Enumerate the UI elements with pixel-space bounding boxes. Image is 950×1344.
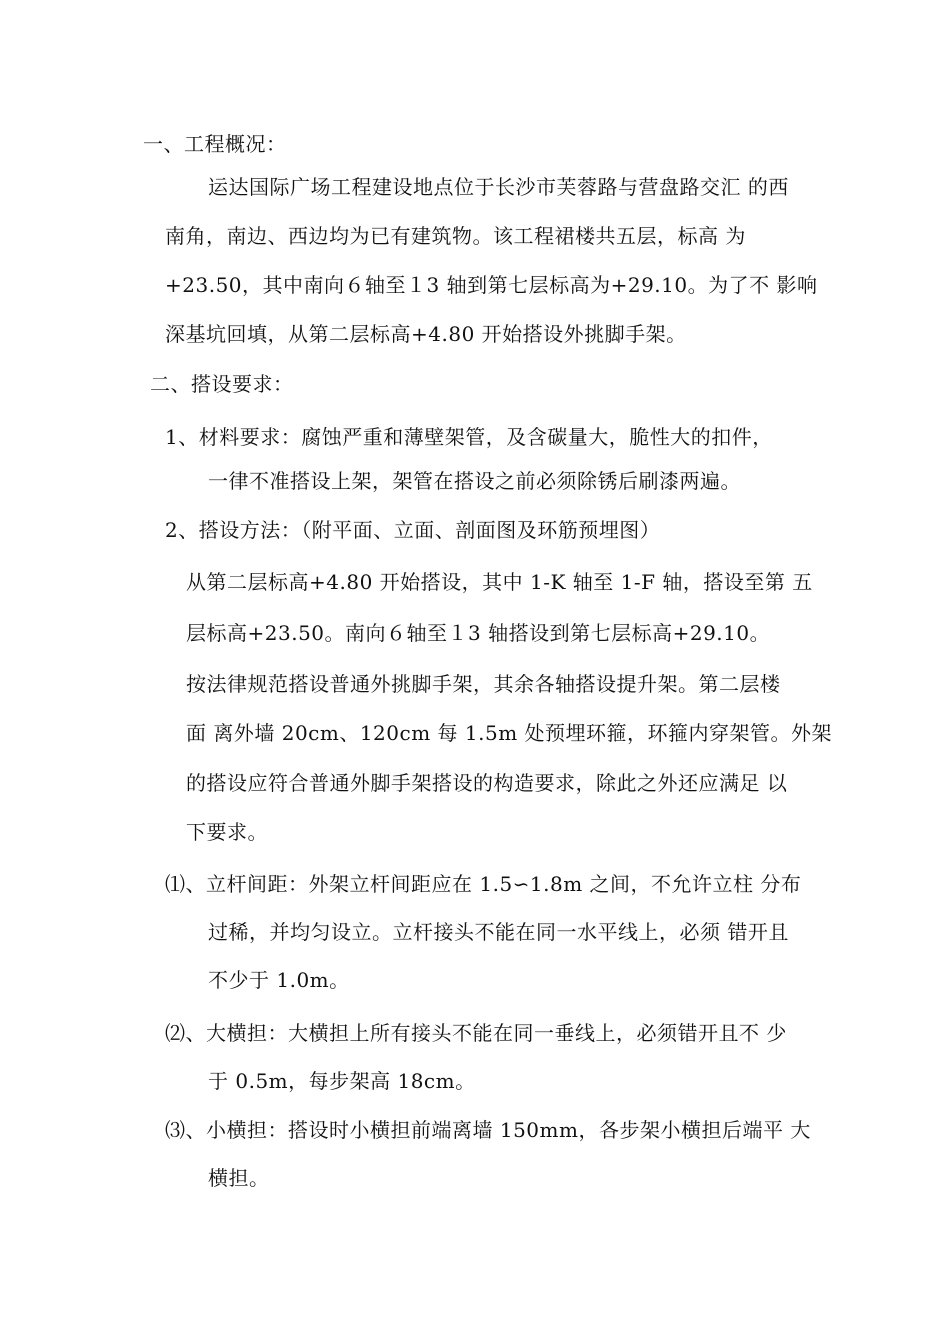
sub-item-2-line: 于 0.5m，每步架高 18cm。 — [208, 1069, 476, 1093]
sub-item-1-line: 过稀，并均匀设立。立杆接头不能在同一水平线上，必须 错开且 — [208, 920, 789, 944]
sub-item-3-line: 横担。 — [208, 1166, 270, 1190]
sub-item-3-line: ⑶、小横担：搭设时小横担前端离墙 150mm，各步架小横担后端平 大 — [165, 1118, 811, 1142]
item-2-paragraph-line: 按法律规范搭设普通外挑脚手架，其余各轴搭设提升架。第二层楼 — [186, 672, 781, 696]
section-2-heading: 二、搭设要求： — [150, 372, 294, 396]
item-2-heading: 2、搭设方法：（附平面、立面、剖面图及环筋预埋图） — [165, 518, 661, 542]
section-1-heading: 一、工程概况： — [143, 132, 287, 156]
item-2-paragraph-line: 面 离外墙 20cm、120cm 每 1.5m 处预埋环箍，环箍内穿架管。外架 — [186, 721, 833, 745]
item-2-paragraph-line: 下要求。 — [186, 820, 268, 844]
item-2-paragraph-line: 从第二层标高+4.80 开始搭设，其中 1-K 轴至 1-F 轴，搭设至第 五 — [186, 570, 813, 594]
section-1-paragraph-line: +23.50，其中南向６轴至１3 轴到第七层标高为+29.10。为了不 影响 — [165, 273, 818, 297]
section-1-paragraph-line: 运达国际广场工程建设地点位于长沙市芙蓉路与营盘路交汇 的西 — [208, 175, 789, 199]
item-1-line: 一律不准搭设上架，架管在搭设之前必须除锈后刷漆两遍。 — [208, 469, 741, 493]
sub-item-2-line: ⑵、大横担：大横担上所有接头不能在同一垂线上，必须错开且不 少 — [165, 1021, 787, 1045]
sub-item-1-line: 不少于 1.0m。 — [208, 968, 350, 992]
section-1-paragraph-line: 深基坑回填，从第二层标高+4.80 开始搭设外挑脚手架。 — [165, 322, 687, 346]
sub-item-1-line: ⑴、立杆间距：外架立杆间距应在 1.5∽1.8m 之间，不允许立柱 分布 — [165, 872, 802, 896]
section-1-paragraph-line: 南角，南边、西边均为已有建筑物。该工程裙楼共五层，标高 为 — [165, 224, 746, 248]
item-2-paragraph-line: 的搭设应符合普通外脚手架搭设的构造要求，除此之外还应满足 以 — [186, 771, 788, 795]
item-2-paragraph-line: 层标高+23.50。南向６轴至１3 轴搭设到第七层标高+29.10。 — [186, 621, 771, 645]
item-1-line: 1、材料要求：腐蚀严重和薄壁架管，及含碳量大，脆性大的扣件， — [165, 425, 773, 449]
